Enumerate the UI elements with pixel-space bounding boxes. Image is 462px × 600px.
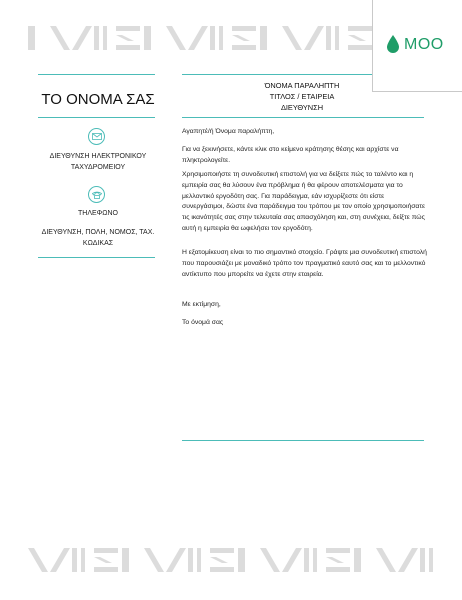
- pattern-stripe: [144, 26, 151, 50]
- recipient-rule-top: [182, 74, 372, 75]
- pattern-stripe: [72, 26, 92, 50]
- pattern-stripe: [50, 548, 70, 572]
- pattern-stripe: [282, 26, 302, 50]
- pattern-stripe: [72, 548, 85, 572]
- pattern-stripe: [326, 26, 339, 50]
- pattern-stripe: [376, 548, 396, 572]
- pattern-stripe: [122, 548, 129, 572]
- sender-email[interactable]: ΔΙΕΥΘΥΝΣΗ ΗΛΕΚΤΡΟΝΙΚΟΥ ΤΑΧΥΔΡΟΜΕΙΟΥ: [49, 153, 147, 171]
- sender-address[interactable]: ΔΙΕΥΘΥΝΣΗ, ΠΟΛΗ, ΝΟΜΟΣ, ΤΑΧ. ΚΩΔΙΚΑΣ: [41, 229, 155, 247]
- pattern-stripe: [144, 548, 164, 572]
- pattern-stripe: [210, 26, 223, 50]
- envelope-icon: [92, 133, 102, 140]
- pattern-stripe: [304, 26, 324, 50]
- pattern-stripe: [94, 548, 118, 572]
- pattern-svg: [28, 548, 433, 572]
- pattern-stripe: [398, 548, 418, 572]
- sidebar-rule-name: [38, 117, 155, 118]
- logo-placeholder[interactable]: [372, 0, 462, 92]
- pattern-stripe: [348, 26, 372, 50]
- pattern-stripe: [188, 26, 208, 50]
- recipient-address[interactable]: ΔΙΕΥΘΥΝΣΗ: [280, 103, 324, 112]
- letter-paragraph-2[interactable]: Χρησιμοποιήστε τη συνοδευτική επιστολή για να δείξετε πώς το ταλέντο και η εμπειρία σας θα λύσουν ένα πρόβλημα ή θα φέρουν αποτελέσματα για το μελλοντικό εργοδότη σας. Για παράδειγμα, εάν ισχυρίζεστε ότι είστε συνεργάσιμοι, δώστε ένα παράδειγμα του τρόπου με τον οποίο χρησιμοποιήσατε τις ικανότητές σας στην τελευταία σας απασχόληση και, στη συνέχεια, δείξτε πώς αυτή η εμπειρία θα ωφελήσει τον εργοδότη.: [182, 171, 426, 232]
- letter-greeting[interactable]: Αγαπητέ/ή Όνομα παραλήπτη,: [182, 128, 275, 135]
- recipient-name[interactable]: ΌΝΟΜΑ ΠΑΡΑΛΗΠΤΗ: [264, 81, 340, 90]
- sender-name[interactable]: ΤΟ ΟΝΟΜΑ ΣΑΣ: [41, 91, 155, 108]
- sidebar-rule-bottom: [38, 257, 155, 258]
- pattern-stripe: [166, 26, 186, 50]
- pattern-stripe: [420, 548, 433, 572]
- pattern-stripe: [28, 26, 35, 50]
- droplet-logo-icon: [387, 35, 399, 53]
- footer-rule: [182, 440, 424, 441]
- telephone-icon: [92, 191, 102, 199]
- pattern-stripe: [232, 26, 256, 50]
- letter-paragraph-3[interactable]: Η εξατομίκευση είναι το πιο σημαντικό στοιχείο. Γράψτε μια συνοδευτική επιστολή που παρουσιάζει με μοναδικό τρόπο τον πραγματικό εαυτό σας και το μελλοντικό αντίκτυπο που μπορείτε να έχετε στην εταιρεία.: [182, 249, 427, 278]
- pattern-stripe: [94, 26, 107, 50]
- pattern-stripe: [188, 548, 201, 572]
- recipient-title-company[interactable]: ΤΙΤΛΟΣ / ΕΤΑΙΡΕΙΑ: [269, 92, 335, 101]
- pattern-stripe: [28, 548, 48, 572]
- pattern-stripe: [282, 548, 302, 572]
- recipient-rule-bottom: [182, 117, 424, 118]
- pattern-stripe: [50, 26, 70, 50]
- pattern-stripe: [260, 26, 267, 50]
- pattern-stripe: [354, 548, 361, 572]
- pattern-stripe: [238, 548, 245, 572]
- letter-signature[interactable]: Το όνομά σας: [182, 319, 224, 326]
- phone-icon-circle: [88, 186, 105, 203]
- logo-text: MOO: [404, 36, 444, 53]
- pattern-stripe: [166, 548, 186, 572]
- sidebar-rule-top: [38, 74, 155, 75]
- decorative-pattern-bottom: [28, 548, 433, 572]
- pattern-stripe: [116, 26, 140, 50]
- pattern-stripe: [304, 548, 317, 572]
- pattern-stripe: [260, 548, 280, 572]
- pattern-stripe: [326, 548, 350, 572]
- letter-closing[interactable]: Με εκτίμηση,: [182, 301, 221, 308]
- letter-paragraph-1[interactable]: Για να ξεκινήσετε, κάντε κλικ στο κείμενο κράτησης θέσης και αρχίστε να πληκτρολογείτε.: [182, 146, 399, 164]
- email-icon-circle: [88, 128, 105, 145]
- sender-phone[interactable]: ΤΗΛΕΦΩΝΟ: [78, 210, 118, 217]
- pattern-stripe: [210, 548, 234, 572]
